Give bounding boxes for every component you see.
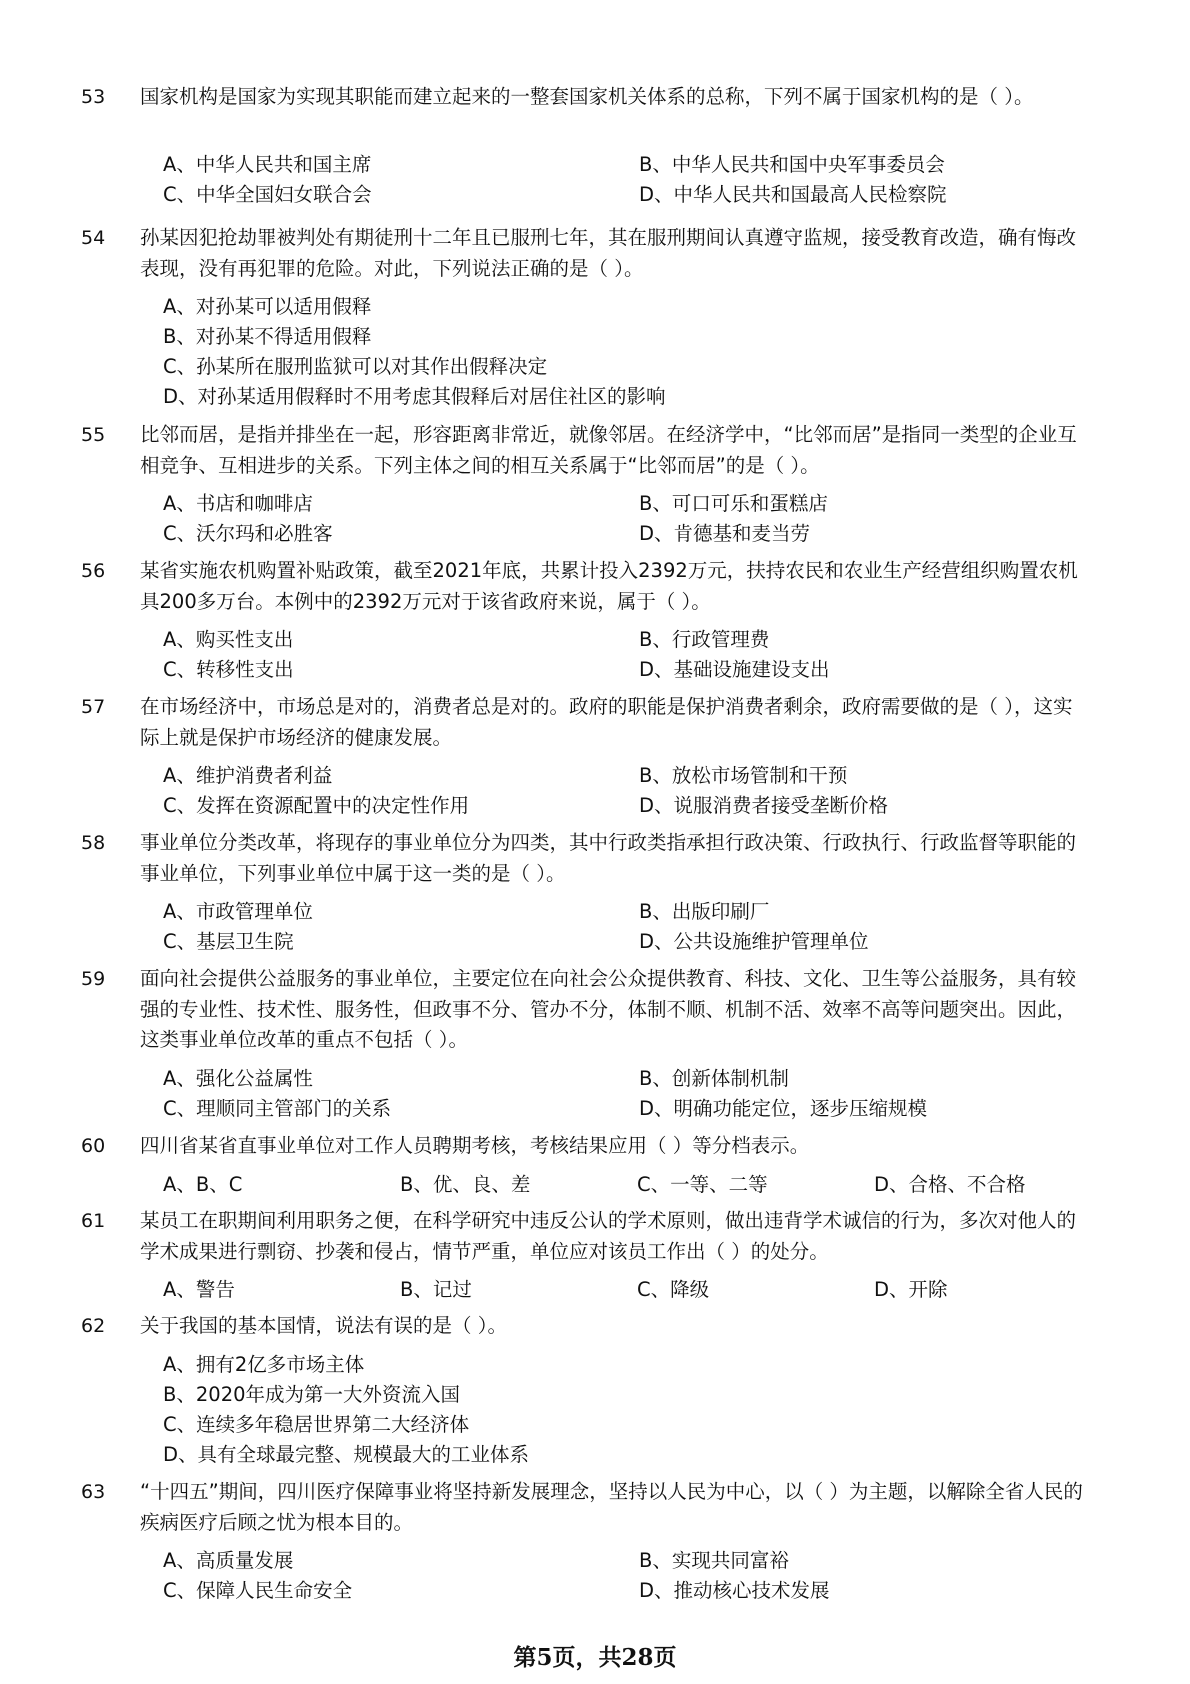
options bbox=[163, 1170, 1083, 1200]
option-c: C、连续多年稳居世界第二大经济体 bbox=[163, 1413, 470, 1436]
option-d: D、公共设施维护管理单位 bbox=[639, 930, 869, 953]
question-text: 面向社会提供公益服务的事业单位，主要定位在向社会公众提供教育、科技、文化、卫生等公益服务，具有较强的专业性、技术性、服务性，但政事不分、管办不分，体制不顺、机制不活、效率不高等问题突出。因此，这类事业单位改革的重点不包括（ ）。 bbox=[140, 967, 1077, 1051]
option-c: C、降级 bbox=[637, 1278, 710, 1301]
question-number: 60 bbox=[81, 1135, 106, 1157]
options bbox=[163, 1275, 1083, 1305]
option-c: C、中华全国妇女联合会 bbox=[163, 183, 372, 206]
question-text: 孙某因犯抢劫罪被判处有期徒刑十二年且已服刑七年，其在服刑期间认真遵守监规，接受教育改造，确有悔改表现，没有再犯罪的危险。对此，下列说法正确的是（ ）。 bbox=[140, 226, 1077, 280]
option-d: D、明确功能定位，逐步压缩规模 bbox=[639, 1097, 928, 1120]
option-b: B、可口可乐和蛋糕店 bbox=[639, 492, 828, 515]
option-c: C、保障人民生命安全 bbox=[163, 1579, 353, 1602]
option-b: B、记过 bbox=[400, 1278, 472, 1301]
question-text: 某省实施农机购置补贴政策，截至2021年底，共累计投入2392万元，扶持农民和农业生产经营组织购置农机具200多万台。本例中的2392万元对于该省政府来说，属于（ ）。 bbox=[140, 559, 1078, 613]
option-d: D、基础设施建设支出 bbox=[639, 658, 830, 681]
option-b: B、实现共同富裕 bbox=[639, 1549, 789, 1572]
options bbox=[163, 897, 1083, 957]
option-a: A、市政管理单位 bbox=[163, 900, 313, 923]
option-b: B、优、良、差 bbox=[400, 1173, 531, 1196]
options bbox=[163, 625, 1083, 685]
options bbox=[163, 1350, 1083, 1470]
question-number: 59 bbox=[81, 968, 106, 990]
option-c: C、转移性支出 bbox=[163, 658, 294, 681]
question-number: 62 bbox=[81, 1315, 106, 1337]
option-d: D、合格、不合格 bbox=[874, 1173, 1026, 1196]
option-a: A、书店和咖啡店 bbox=[163, 492, 313, 515]
question-text: “十四五”期间，四川医疗保障事业将坚持新发展理念，坚持以人民为中心，以（ ）为主题，以解除全省人民的疾病医疗后顾之忧为根本目的。 bbox=[140, 1480, 1083, 1534]
question-number: 57 bbox=[81, 696, 106, 718]
question-number: 63 bbox=[81, 1481, 106, 1503]
option-b: B、创新体制机制 bbox=[639, 1067, 789, 1090]
option-d: D、推动核心技术发展 bbox=[639, 1579, 830, 1602]
option-d: D、中华人民共和国最高人民检察院 bbox=[639, 183, 947, 206]
options bbox=[163, 489, 1083, 549]
question-text: 在市场经济中，市场总是对的，消费者总是对的。政府的职能是保护消费者剩余，政府需要做的是（ ），这实际上就是保护市场经济的健康发展。 bbox=[140, 695, 1073, 749]
option-d: D、开除 bbox=[874, 1278, 948, 1301]
option-c: C、发挥在资源配置中的决定性作用 bbox=[163, 794, 470, 817]
option-a: A、维护消费者利益 bbox=[163, 764, 333, 787]
question-text: 比邻而居，是指并排坐在一起，形容距离非常近，就像邻居。在经济学中，“比邻而居”是指同一类型的企业互相竞争、互相进步的关系。下列主体之间的相互关系属于“比邻而居”的是（ ）。 bbox=[140, 423, 1077, 477]
option-d: D、具有全球最完整、规模最大的工业体系 bbox=[163, 1443, 530, 1466]
option-a: A、拥有2亿多市场主体 bbox=[163, 1353, 365, 1376]
options bbox=[163, 292, 1083, 412]
question-number: 56 bbox=[81, 560, 106, 582]
question-text: 四川省某省直事业单位对工作人员聘期考核，考核结果应用（ ）等分档表示。 bbox=[140, 1134, 810, 1157]
option-a: A、警告 bbox=[163, 1278, 235, 1301]
question-number: 55 bbox=[81, 424, 106, 446]
question-number: 53 bbox=[81, 86, 106, 108]
option-a: A、对孙某可以适用假释 bbox=[163, 295, 372, 318]
question-text: 关于我国的基本国情，说法有误的是（ ）。 bbox=[140, 1314, 507, 1337]
option-c: C、沃尔玛和必胜客 bbox=[163, 522, 333, 545]
question-number: 54 bbox=[81, 227, 106, 249]
option-c: C、一等、二等 bbox=[637, 1173, 768, 1196]
option-b: B、对孙某不得适用假释 bbox=[163, 325, 372, 348]
question-number: 58 bbox=[81, 832, 106, 854]
options bbox=[163, 1064, 1083, 1124]
page-footer: 第5页，共28页 bbox=[513, 1644, 677, 1671]
option-a: A、高质量发展 bbox=[163, 1549, 294, 1572]
options bbox=[163, 150, 1083, 210]
option-d: D、肯德基和麦当劳 bbox=[639, 522, 811, 545]
option-c: C、孙某所在服刑监狱可以对其作出假释决定 bbox=[163, 355, 548, 378]
options bbox=[163, 1546, 1083, 1606]
question-text: 某员工在职期间利用职务之便，在科学研究中违反公认的学术原则，做出违背学术诚信的行为，多次对他人的学术成果进行剽窃、抄袭和侵占，情节严重，单位应对该员工作出（ ）的处分。 bbox=[140, 1209, 1077, 1263]
option-b: B、放松市场管制和干预 bbox=[639, 764, 848, 787]
option-b: B、出版印刷厂 bbox=[639, 900, 770, 923]
option-a: A、B、C bbox=[163, 1173, 243, 1196]
option-a: A、中华人民共和国主席 bbox=[163, 153, 372, 176]
question-text: 国家机构是国家为实现其职能而建立起来的一整套国家机关体系的总称，下列不属于国家机构的是（ ）。 bbox=[140, 85, 1034, 108]
question-text: 事业单位分类改革，将现存的事业单位分为四类，其中行政类指承担行政决策、行政执行、行政监督等职能的事业单位，下列事业单位中属于这一类的是（ ）。 bbox=[140, 831, 1077, 885]
option-c: C、基层卫生院 bbox=[163, 930, 294, 953]
options bbox=[163, 761, 1083, 821]
option-b: B、中华人民共和国中央军事委员会 bbox=[639, 153, 945, 176]
option-d: D、说服消费者接受垄断价格 bbox=[639, 794, 889, 817]
option-b: B、行政管理费 bbox=[639, 628, 770, 651]
option-a: A、购买性支出 bbox=[163, 628, 294, 651]
option-c: C、理顺同主管部门的关系 bbox=[163, 1097, 392, 1120]
question-number: 61 bbox=[81, 1210, 106, 1232]
option-d: D、对孙某适用假释时不用考虑其假释后对居住社区的影响 bbox=[163, 385, 666, 408]
option-b: B、2020年成为第一大外资流入国 bbox=[163, 1383, 461, 1406]
option-a: A、强化公益属性 bbox=[163, 1067, 313, 1090]
